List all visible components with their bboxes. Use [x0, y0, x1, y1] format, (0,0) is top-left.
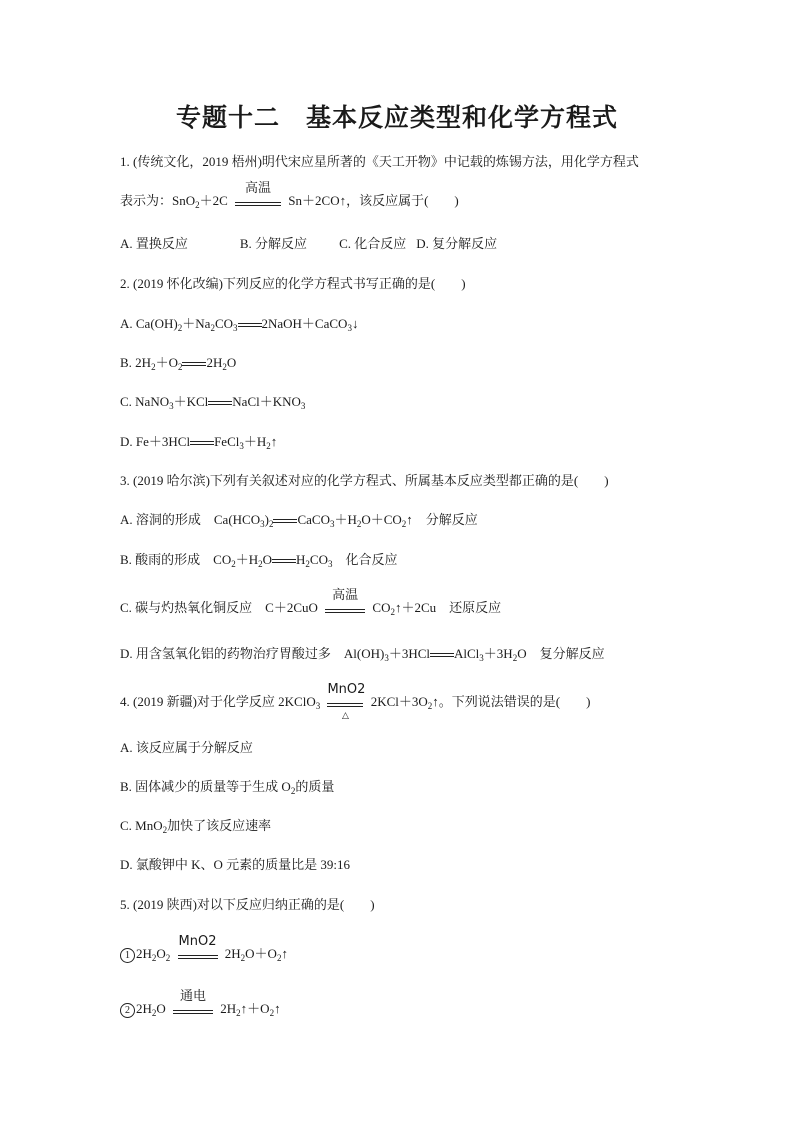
q4-option-b[interactable]: B. 固体减少的质量等于生成 $O_2$的质量 — [120, 779, 335, 796]
q3-option-d[interactable]: D. 用含氢氧化铝的药物治疗胃酸过多 $Al(OH)_3+3HCl$ $AlCl_3+3H_2O$ 复分解反应 — [120, 646, 605, 663]
q3-option-b[interactable]: B. 酸雨的形成 $CO_2+H_2O$ $H_2CO_3$ 化合反应 — [120, 552, 398, 569]
q2-option-c[interactable]: C. NaNO$_3$＋KCl $NaCl+KNO_3$ — [120, 394, 306, 411]
page-title: 专题十二 基本反应类型和化学方程式 — [175, 103, 618, 132]
condition-arrow: 通电 — [173, 1002, 213, 1018]
q1-options — [120, 236, 497, 252]
number-circle-icon: 1 — [120, 948, 135, 963]
q1-option-b[interactable]: B. 分解反应 — [239, 236, 308, 251]
q2-stem: 2. (2019 怀化改编)下列反应的化学方程式书写正确的是( ) — [120, 276, 466, 291]
q1-option-d[interactable]: D. 复分解反应 — [416, 236, 498, 251]
q4-option-a[interactable]: A. 该反应属于分解反应 — [120, 740, 253, 755]
condition-arrow: MnO2 △ — [327, 682, 366, 721]
q5-reaction-2: 2 $2H_2O$ 通电 $2H_2↑+O_2↑$ — [120, 1001, 281, 1018]
q1-stem-line1: 1. (传统文化，2019 梧州)明代宋应星所著的《天工开物》中记载的炼锡方法，用化学方程式 — [120, 154, 639, 169]
q2-option-b[interactable]: B. $2H_2+O_2$ $2H_2O$ — [120, 355, 237, 372]
q3-option-c[interactable]: C. 碳与灼热氧化铜反应 C＋2CuO 高温 $CO_2↑+2Cu$ 还原反应 — [120, 588, 502, 617]
q1-stem-line2: 表示为：SnO$_2$＋2C 高温 Sn＋2CO↑，该反应属于( ) — [120, 181, 459, 210]
condition-arrow: 高温 — [325, 601, 365, 617]
q4-option-c[interactable]: C. MnO$_2$加快了该反应速率 — [120, 818, 272, 835]
q1-option-a[interactable]: A. 置换反应 — [120, 236, 188, 251]
q3-stem: 3. (2019 哈尔滨)下列有关叙述对应的化学方程式、所属基本反应类型都正确的是( ) — [120, 473, 609, 488]
q1-option-c[interactable]: C. 化合反应 — [339, 236, 407, 251]
q5-stem: 5. (2019 陕西)对以下反应归纳正确的是( ) — [120, 897, 375, 912]
condition-arrow: 高温 — [235, 194, 281, 210]
q5-reaction-1: 1 $2H_2O_2$ MnO2 $2H_2O+O_2↑$ — [120, 946, 288, 963]
q4-option-d[interactable]: D. 氯酸钾中 K、O 元素的质量比是 39:16 — [120, 857, 351, 872]
q2-option-d[interactable]: D. Fe＋3HCl $FeCl_3+H_2↑$ — [120, 434, 278, 451]
number-circle-icon: 2 — [120, 1003, 135, 1018]
q2-option-a[interactable]: A. $Ca(OH)_2+Na_2CO_3$ 2NaOH＋CaCO$_3$↓ — [120, 316, 359, 333]
q4-stem: 4. (2019 新疆)对于化学反应 2KClO$_3$ MnO2 △ $2KCl+3O_2↑$。下列说法错误的是( ) — [120, 682, 591, 721]
condition-arrow: MnO2 — [178, 947, 218, 963]
q3-option-a[interactable]: A. 溶洞的形成 $Ca(HCO_3)_2$ $CaCO_3+H_2O+CO_2↑$ 分解反应 — [120, 512, 478, 529]
